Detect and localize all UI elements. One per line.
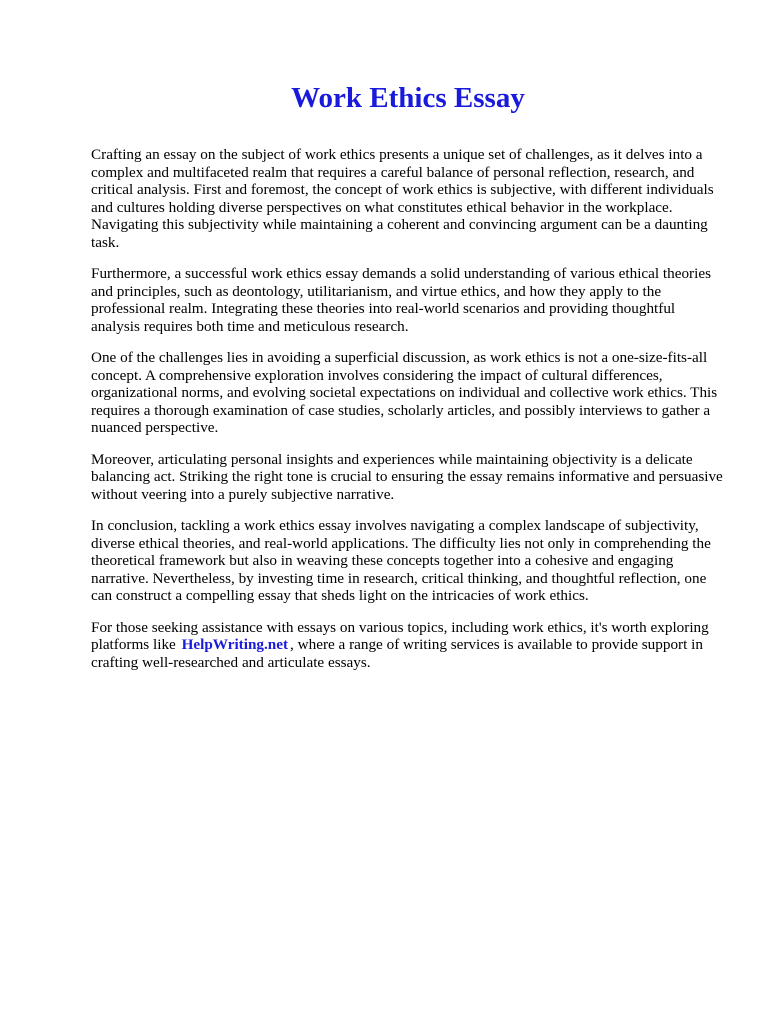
- paragraph-2: Furthermore, a successful work ethics essay demands a solid understanding of various ethical theories and principles, such as deontology, utilitarianism, and virtue ethics, and how they apply to the professional realm. Integrating these theories into real-world scenarios and providing thoughtful analysis requires both time and meticulous research.: [91, 265, 711, 335]
- paragraph-1: Crafting an essay on the subject of work ethics presents a unique set of challenges, as it delves into a complex and multifaceted realm that requires a careful balance of personal reflection, research, and critical analysis. First and foremost, the concept of work ethics is subjective, with different individuals and cultures holding diverse perspectives on what constitutes ethical behavior in the workplace. Navigating this subjectivity while maintaining a coherent and convincing argument can be a daunting task.: [91, 146, 714, 251]
- document-title: Work Ethics Essay: [291, 82, 525, 114]
- helpwriting-link[interactable]: HelpWriting.net: [181, 636, 289, 653]
- paragraph-6-intro: For those seeking assistance with essays on various topics, including work ethics, it's worth exploring platforms like: [91, 618, 709, 653]
- paragraph-3: One of the challenges lies in avoiding a superficial discussion, as work ethics is not a one-size-fits-all concept. A comprehensive exploration involves considering the impact of cultural differences, organizational norms, and evolving societal expectations on individual and collective work ethics. This requires a thorough examination of case studies, scholarly articles, and possibly interviews to gather a nuanced perspective.: [91, 349, 718, 436]
- paragraph-6: [91, 619, 723, 672]
- paragraph-6-outro: , where a range of writing services is available to provide support in crafting well-researched and articulate essays.: [91, 636, 703, 671]
- paragraph-4: Moreover, articulating personal insights and experiences while maintaining objectivity is a delicate balancing act. Striking the right tone is crucial to ensuring the essay remains informative and persuasive without veering into a purely subjective narrative.: [91, 450, 723, 503]
- paragraph-5: In conclusion, tackling a work ethics essay involves navigating a complex landscape of subjectivity, diverse ethical theories, and real-world applications. The difficulty lies not only in comprehending the theoretical framework but also in weaving these concepts together into a cohesive and engaging narrative. Nevertheless, by investing time in research, critical thinking, and thoughtful reflection, one can construct a compelling essay that sheds light on the intricacies of work ethics.: [91, 517, 711, 604]
- document-body: [91, 146, 723, 685]
